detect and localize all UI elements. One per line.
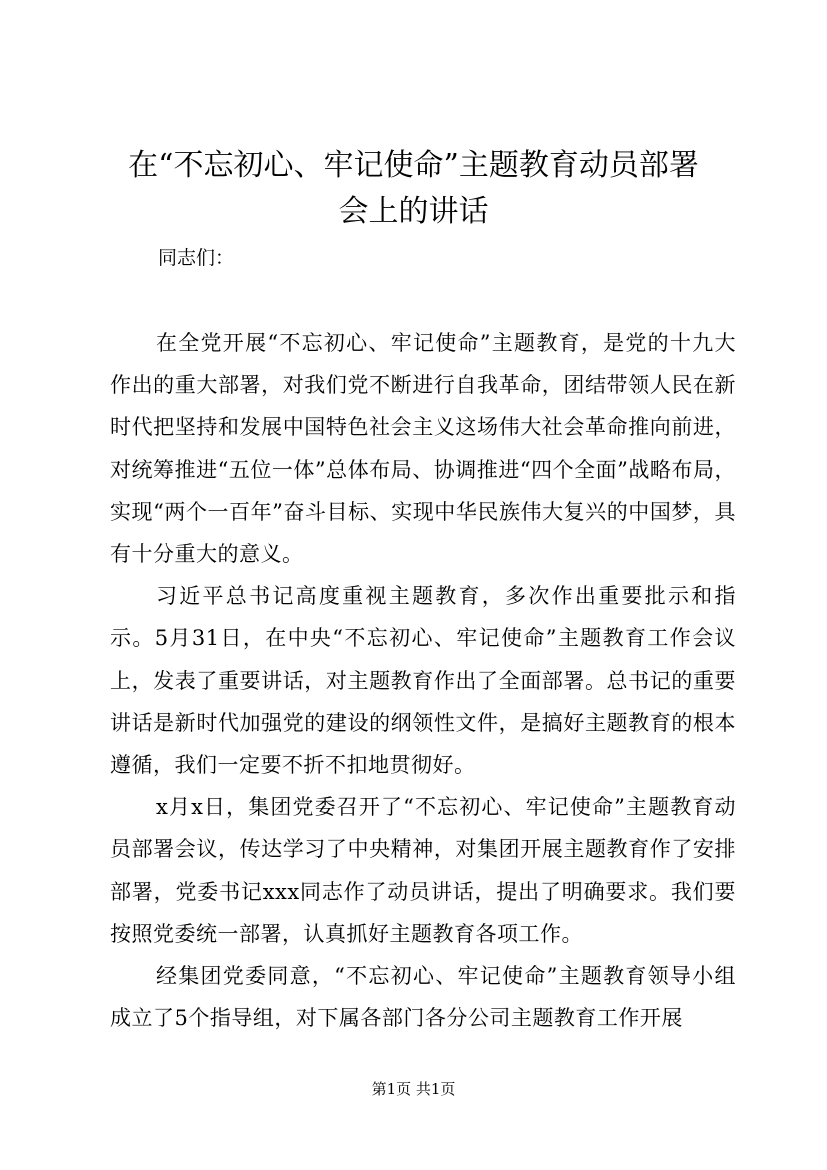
- paragraph-2: 习近平总书记高度重视主题教育，多次作出重要批示和指示。5月31日，在中央“不忘初心、牢记使命”主题教育工作会议上，发表了重要讲话，对主题教育作出了全面部署。总书记的重要讲话是新时代加强党的建设的纲领性文件，是搞好主题教育的根本遵循，我们一定要不折不扣地贯彻好。: [110, 584, 736, 778]
- title-line-2: 会上的讲话: [338, 194, 489, 229]
- page-footer: 第1页 共1页: [371, 1080, 456, 1098]
- paragraph-3: x月x日，集团党委召开了“不忘初心、牢记使命”主题教育动员部署会议，传达学习了中央精神，对集团开展主题教育作了安排部署，党委书记xxx同志作了动员讲话，提出了明确要求。我们要按照党委统一部署，认真抓好主题教育各项工作。: [110, 795, 736, 946]
- body-text: [110, 322, 736, 1039]
- paragraph-1: 在全党开展“不忘初心、牢记使命”主题教育，是党的十九大作出的重大部署，对我们党不断进行自我革命，团结带领人民在新时代把坚持和发展中国特色社会主义这场伟大社会革命推向前进，对统筹推进“五位一体”总体布局、协调推进“四个全面”战略布局，实现“两个一百年”奋斗目标、实现中华民族伟大复兴的中国梦，具有十分重大的意义。: [110, 331, 736, 567]
- greeting: 同志们：: [158, 247, 235, 269]
- page-title: [100, 143, 727, 235]
- title-line-1: 在“不忘初心、牢记使命”主题教育动员部署: [128, 148, 699, 183]
- paragraph-4: 经集团党委同意，“不忘初心、牢记使命”主题教育领导小组成立了5个指导组，对下属各部门各分公司主题教育工作开展: [110, 964, 736, 1031]
